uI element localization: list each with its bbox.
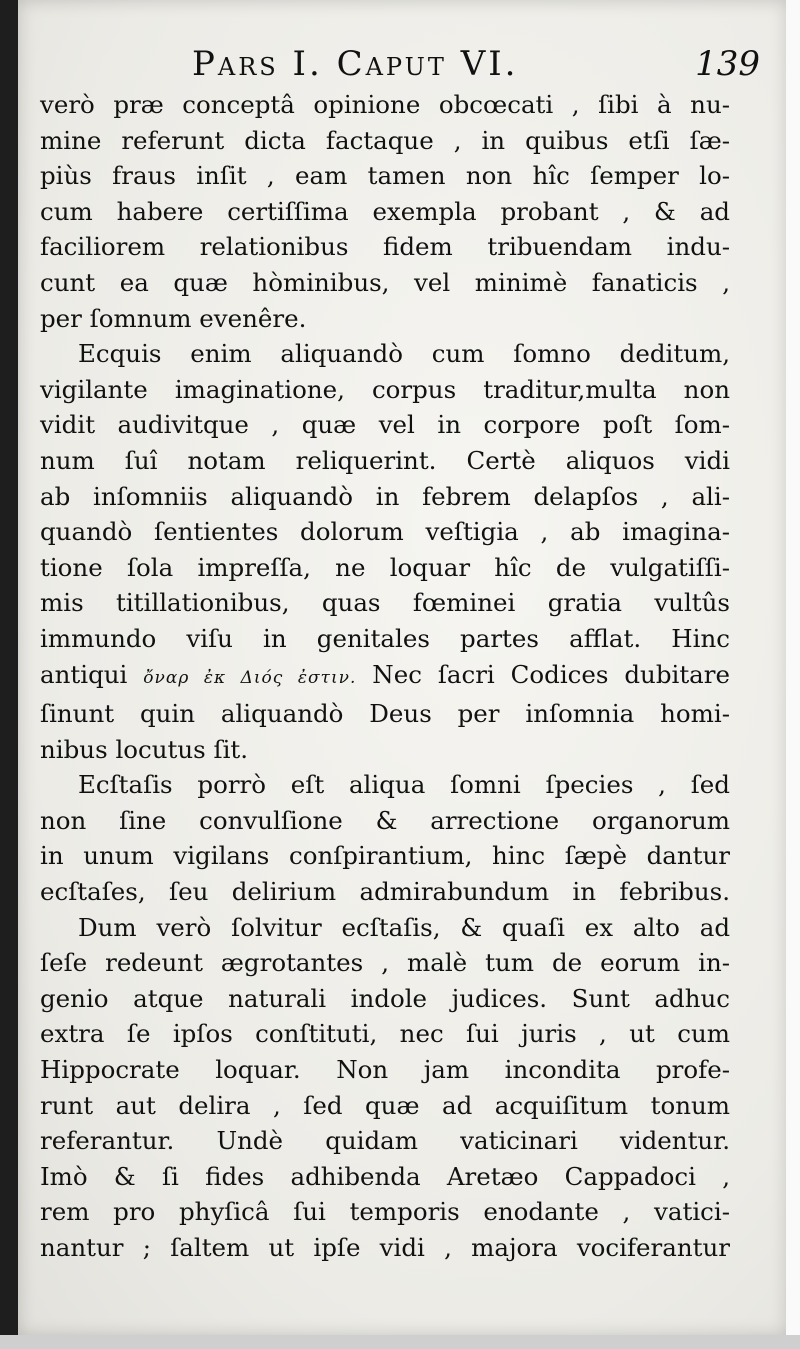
text-line: referantur. Undè quidam vaticinari videntur.: [40, 1126, 730, 1156]
greek-quotation: ὄναρ ἐκ Διός ἐστιν.: [143, 667, 357, 688]
page-number: 139: [695, 44, 760, 84]
text-line: Ecſtaſis porrò eſt aliqua ſomni ſpecies , ſed: [78, 770, 730, 800]
text-line: quandò ſentientes dolorum veſtigia , ab imagina-: [40, 517, 730, 547]
text-line: mine referunt dicta factaque , in quibus etſi ſæ-: [40, 125, 730, 155]
text-line: tione ſola impreſſa, ne loquar hîc de vulgatiſſi-: [40, 552, 730, 582]
text-line: runt aut delira , ſed quæ ad acquiſitum tonum: [40, 1090, 730, 1120]
text-line: cunt ea quæ hòminibus, vel minimè fanaticis ,: [40, 267, 730, 297]
text-line: verò præ conceptâ opinione obcœcati , ſibi à nu-: [40, 90, 730, 119]
running-title: Pars I. Caput VI.: [192, 44, 519, 84]
text-line: Imò & ſi fides adhibenda Aretæo Cappadoci ,: [40, 1161, 730, 1191]
text-line: nantur ; ſaltem ut ipſe vidi , majora vociferantur: [40, 1233, 730, 1262]
text-line: Dum verò ſolvitur ecſtaſis, & quaſi ex alto ad: [78, 912, 730, 942]
greek-suffix: Nec ſacri Codices dubitare: [372, 659, 730, 689]
text-line: rem pro phyſicâ ſui temporis enodante , vatici-: [40, 1197, 730, 1227]
text-line: in unum vigilans conſpirantium, hinc ſæpè dantur: [40, 841, 730, 871]
text-line: vigilante imaginatione, corpus traditur,multa non: [40, 374, 730, 404]
text-line: Ecquis enim aliquandò cum ſomno deditum,: [78, 339, 730, 369]
text-line: ecſtaſes, ſeu delirium admirabundum in febribus.: [40, 877, 730, 907]
page-header: [40, 44, 760, 88]
scan-margin-right: [786, 0, 800, 1349]
text-line: cum habere certiſſima exempla probant , & ad: [40, 196, 730, 226]
text-line: ab inſomniis aliquandò in febrem delapſos , ali-: [40, 481, 730, 511]
text-line: nibus locutus ſit.: [40, 734, 249, 764]
scan-margin-bottom: [0, 1335, 800, 1349]
text-line-with-greek: [40, 657, 730, 697]
text-line: extra ſe ipſos conſtituti, nec ſui juris , ut cum: [40, 1019, 730, 1049]
text-line: num ſuî notam reliquerint. Certè aliquos vidi: [40, 445, 730, 475]
greek-prefix: antiqui: [40, 659, 128, 689]
text-line: per ſomnum evenêre.: [40, 303, 307, 333]
text-line: Hippocrate loquar. Non jam incondita profe-: [40, 1055, 730, 1085]
body-text: [40, 87, 730, 1266]
text-line: immundo viſu in genitales partes afflat. Hinc: [40, 623, 730, 653]
text-line: piùs fraus inſit , eam tamen non hîc ſemper lo-: [40, 161, 730, 191]
text-line: ſeſe redeunt ægrotantes , malè tum de eorum in-: [40, 948, 730, 978]
text-line: vidit audivitque , quæ vel in corpore poſt ſom-: [40, 410, 730, 440]
text-line: faciliorem relationibus fidem tribuendam indu-: [40, 232, 730, 262]
text-line: genio atque naturali indole judices. Sunt adhuc: [40, 983, 730, 1013]
text-line: non ſine convulſione & arrectione organorum: [40, 805, 730, 835]
text-line: ſinunt quin aliquandò Deus per inſomnia homi-: [40, 699, 730, 729]
text-line: mis titillationibus, quas fœminei gratia vultûs: [40, 588, 730, 618]
